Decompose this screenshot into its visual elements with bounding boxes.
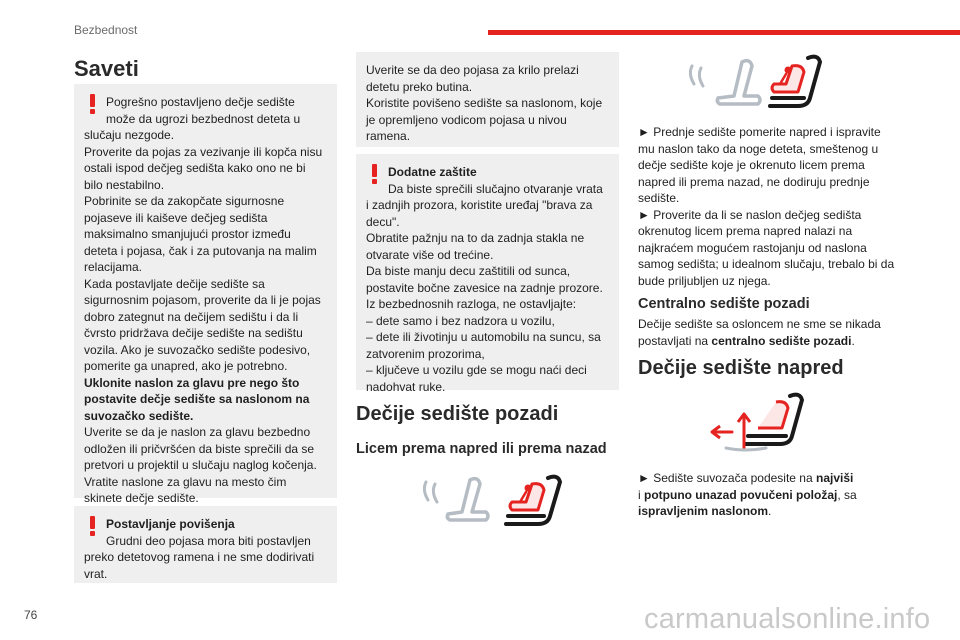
warning-paragraph: i zadnjih prozora, koristite uređaj "brava za decu". bbox=[366, 198, 593, 229]
warning-box-extra-protection bbox=[356, 154, 619, 394]
section-title-saveti: Saveti bbox=[74, 56, 139, 81]
warning-text-line: Pogrešno postavljeno dečje sedište bbox=[106, 95, 295, 109]
instruction-paragraph: ► Proverite da li se naslon dečjeg sedišta okrenutog licem prema napred nalazi na najkraćem mogućem rastojanju od naslona samog sedišta; u idealnom slučaju, trebalo bi da bude priljubljen uz njega. bbox=[638, 207, 895, 288]
info-paragraph: Koristite povišeno sedište sa naslonom, koje je opremljeno vodicom pojasa u nivou ramena. bbox=[366, 96, 603, 143]
subsection-title-central: Centralno sedište pozadi bbox=[638, 296, 810, 312]
warning-paragraph: Pobrinite se da zakopčate sigurnosne pojaseve ili kaiševe dečjeg sedišta maksimalno smanjujući prostor između deteta i pojasa, čak i za putovanja na malim relacijama. bbox=[84, 194, 317, 274]
header-accent-bar bbox=[488, 30, 960, 35]
warning-icon bbox=[90, 94, 96, 114]
front-passenger-seat-illustration bbox=[706, 392, 804, 456]
warning-paragraph: Kada postavljate dečije sedište sa sigurnosnim pojasom, proverite da li je pojas dobro zategnut na dečijem sedištu i da li čvrsto pridržava dečije sedište na sedištu vozila. Ako je suvozačko sedište podesivo, pomerite ga unapred, ako je potrebno. bbox=[84, 276, 321, 373]
warning-heading: Postavljanje povišenja bbox=[106, 517, 235, 531]
subsection-title-orientation: Licem prema napred ili prema nazad bbox=[356, 441, 607, 457]
front-seat-adjust-illustration bbox=[676, 52, 824, 114]
warning-paragraph: Uverite se da je naslon za glavu bezbedno odložen ili pričvršćen da biste sprečili da se pretvori u projektil u slučaju naglog kočenja. Vratite naslone za glavu na mesto čim skinete dečje sedište. bbox=[84, 425, 317, 505]
warning-box-booster bbox=[74, 506, 337, 583]
warning-list-item: – dete ili životinju u automobilu na suncu, sa zatvorenim prozorima, bbox=[366, 330, 601, 361]
front-seat-instruction: ► Sedište suvozača podesite na najviši i potpuno unazad povučeni položaj, sa ispravljenim naslonom. bbox=[638, 471, 857, 518]
warning-list-item: – dete samo i bez nadzora u vozilu, bbox=[366, 313, 555, 328]
warning-paragraph: Obratite pažnju na to da zadnja stakla ne otvarate više od trećine. bbox=[366, 231, 585, 262]
warning-heading: Dodatne zaštite bbox=[388, 165, 477, 179]
warning-paragraph: preko detetovog ramena i ne sme dodirivati vrat. bbox=[84, 550, 315, 581]
warning-icon bbox=[90, 516, 96, 536]
warning-box-tips bbox=[74, 84, 337, 505]
warning-icon bbox=[372, 164, 378, 184]
section-title-front-seat: Dečije sedište napred bbox=[638, 357, 844, 379]
central-seat-paragraph: Dečije sedište sa osloncem ne sme se nikada postavljati na centralno sedište pozadi. bbox=[638, 317, 881, 348]
watermark: carmanualsonline.info bbox=[644, 603, 931, 635]
warning-paragraph: Proverite da pojas za vezivanje ili kopča nisu ostali ispod dečjeg sedišta kako ono ne bi bilo nestabilno. bbox=[84, 144, 323, 192]
instruction-paragraph: ► Prednje sedište pomerite napred i ispravite mu naslon tako da noge deteta, smeštenog u dečje sedište koje je okrenuto licem prema napred ili prema nazad, ne dodiruju prednje sedište. bbox=[638, 125, 881, 205]
warning-paragraph: Iz bezbednosnih razloga, ne ostavljajte: bbox=[366, 297, 577, 311]
right-instructions bbox=[638, 124, 900, 289]
warning-text-line: može da ugrozi bezbednost deteta u bbox=[106, 111, 301, 126]
section-title-rear-seat: Dečije sedište pozadi bbox=[356, 403, 559, 425]
info-box-belt bbox=[356, 52, 619, 147]
warning-paragraph: slučaju nezgode. bbox=[84, 128, 175, 142]
warning-text-line: Da biste sprečili slučajno otvaranje vrata bbox=[388, 181, 603, 196]
warning-text-line: Grudni deo pojasa mora biti postavljen bbox=[106, 533, 311, 548]
section-header: Bezbednost bbox=[74, 23, 138, 37]
warning-list-item: – ključeve u vozilu gde se mogu naći deci nadohvat ruke. bbox=[366, 363, 587, 394]
info-paragraph: Uverite se da deo pojasa za krilo prelazi detetu preko butina. bbox=[366, 63, 579, 94]
warning-paragraph-bold: Uklonite naslon za glavu pre nego što postavite dečje sedište sa naslonom na suvozačko sedište. bbox=[84, 375, 310, 423]
warning-paragraph: Da biste manju decu zaštitili od sunca, postavite bočne zavesice na zadnje prozore. bbox=[366, 264, 603, 295]
rear-seat-child-seat-illustration bbox=[408, 472, 568, 530]
page-number: 76 bbox=[24, 608, 38, 622]
